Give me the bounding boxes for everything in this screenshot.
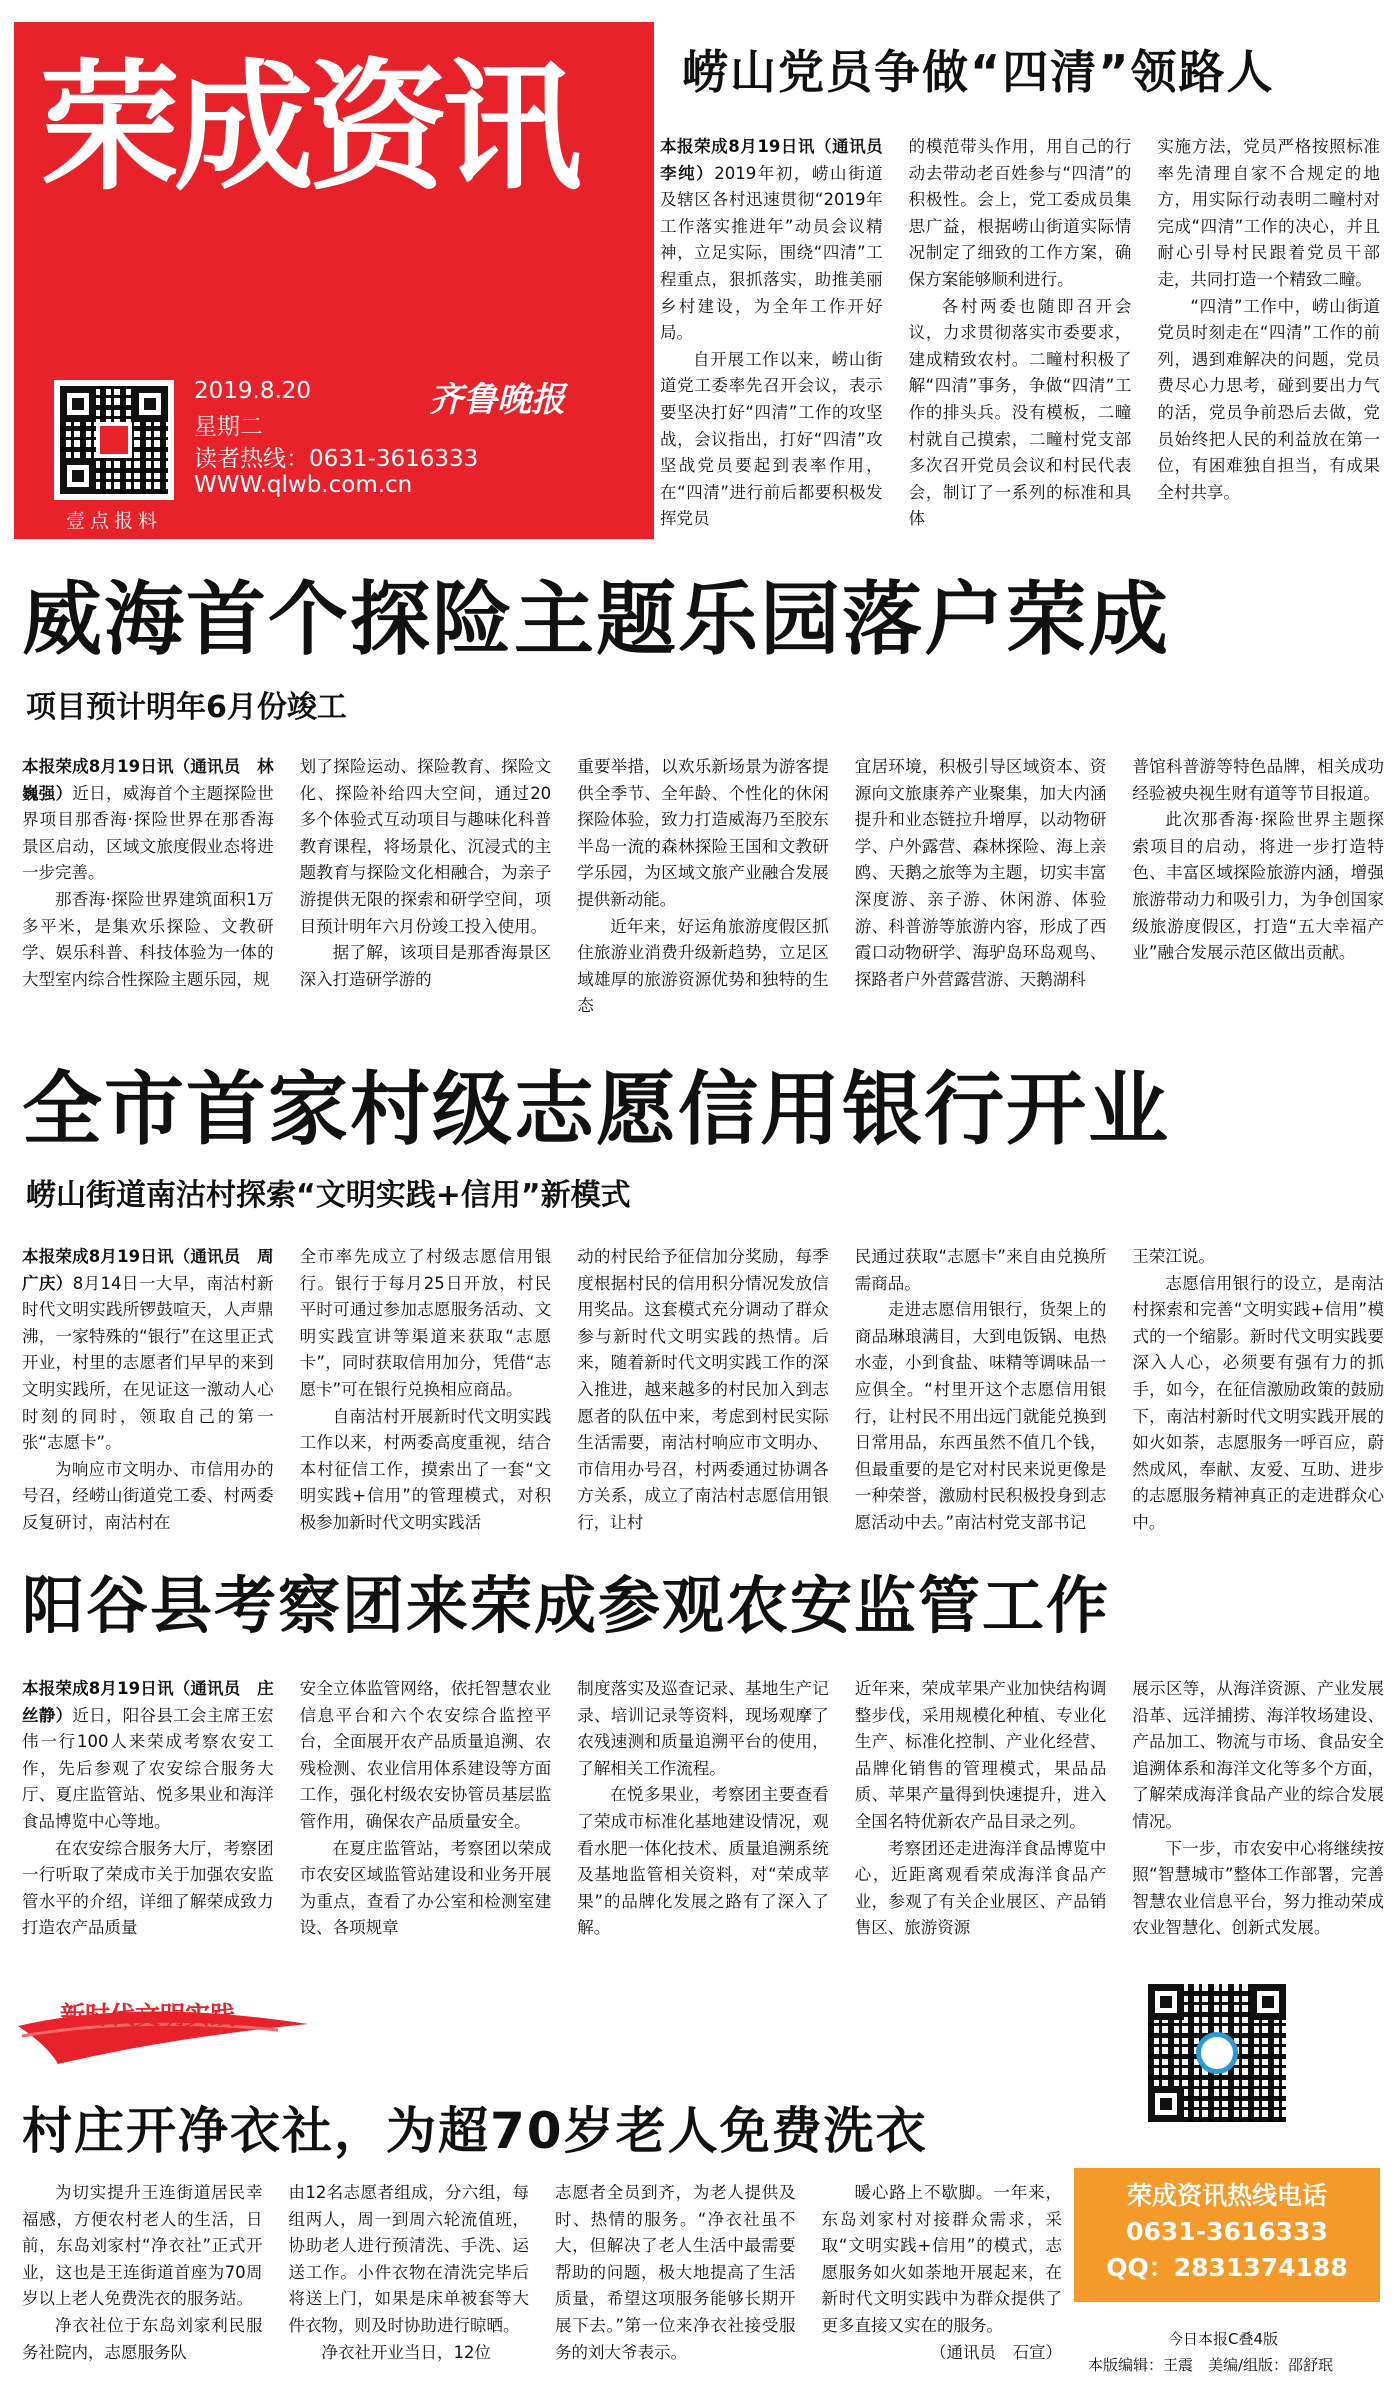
reader-hotline: 读者热线：0631-3616333 (194, 446, 479, 472)
hotline-phone: 0631-3616333 (1126, 2217, 1328, 2246)
article3-subtitle: 崂山街道南沽村探索“文明实践+信用”新模式 (26, 1178, 631, 1213)
article2-col: 重要举措，以欢乐新场景为游客提供全季节、全年龄、个性化的休闲探险体验，致力打造威海乃至胶东半岛一流的森林探险王国和文教研学乐园，为区域文旅产业融合发展提供新动能。 近年来，好运角旅游度假区抓住旅游业消费升级新趋势，立足区域雄厚的旅游资源优势和独特的生态 (577, 757, 829, 1016)
article1-col: 的模范带头作用，用自己的行动去带动老百姓参与“四清”的积极性。会上，党工委成员集思广益，根据崂山街道实际情况制定了细致的工作方案，确保方案能够顺利进行。 各村两委也随即召开会议，力求贯彻落实市委要求，建成精致农村。二疃村积极了解“四清”事务，争做“四清”工作的排头兵。没有模板，二疃村就自己摸索，二疃村党支部多次召开党员会议和村民代表会，制订了一系列的标准和具体 (908, 137, 1132, 529)
article5-col: 志愿者全员到齐，为老人提供及时、热情的服务。“净衣社虽不大，但解决了老人生活中最需要帮助的问题，极大地提高了生活质量，希望这项服务能够长期开展下去。”第一位来净衣社接受服务的刘大爷表示。 (555, 2183, 796, 2362)
article3-col: 民通过获取“志愿卡”来自由兑换所需商品。 走进志愿信用银行，货架上的商品琳琅满目，大到电饭锅、电热水壶，小到食盐、味精等调味品一应俱全。“村里开这个志愿信用银行，让村民不用出远门就能兑换到日常用品，东西虽然不值几个钱，但最重要的是它对村民来说更像是一种荣誉，激励村民积极投身到志愿活动中去。”南沽村党支部书记 (854, 1247, 1107, 1532)
qr-caption: 壹点报料 (65, 510, 162, 532)
article3-title: 全市首家村级志愿信用银行开业 (22, 1063, 1170, 1156)
article1-col: 实施方法，党员严格按照标准率先清理自家不合规定的地方，用实际行动表明二疃村对完成“四清”工作的决心，并且耐心引导村民跟着党员干部走，共同打造一个精致二疃。 “四清”工作中，崂山街道党员时刻走在“四清”工作的前列，遇到难解决的问题，党员费尽心力思考，碰到要出力气的活，党员争前恐后去做，党员始终把人民的利益放在第一位，有困难独自担当，有成果全村共享。 (1157, 137, 1381, 502)
article2-col: 宜居环境，积极引导区域资本、资源向文旅康养产业聚集，加大内涵提升和业态链拉升增厚，以动物研学、户外露营、森林探险、海上亲鸥、天鹅之旅等为主题，切实丰富深度游、亲子游、休闲游、体验游、科普游等旅游内容，形成了西霞口动物研学、海驴岛环岛观鸟、探路者户外营露营游、天鹅湖科 (854, 757, 1107, 989)
article1-col: 本报荣成8月19日讯（通讯员 李纯）2019年初，崂山街道及辖区各村迅速贯彻“2019年工作落实推进年”动员会议精神，立足实际，围绕“四清”工程重点，狠抓落实，助推美丽乡村建设，为全年工作开好局。 自开展工作以来，崂山街道党工委率先召开会议，表示要坚决打好“四清”工作的攻坚战，会议指出，打好“四清”攻坚战党员要起到表率作用，在“四清”进行前后都要积极发挥党员 (660, 137, 900, 529)
article5-col4-text: 暖心路上不歇脚。一年来，东岛刘家村对接群众需求，采取“文明实践+信用”的模式，志愿服务如火如荼地开展起来，在新时代文明实践中为群众提供了更多直接又实在的服务。 (821, 2183, 1062, 2335)
footer-qr-code[interactable] (1142, 1978, 1292, 2128)
masthead-logo (40, 44, 630, 214)
article4-col: 安全立体监管网络，依托智慧农业信息平台和六个农安综合监控平台，全面展开农产品质量追溯、农残检测、农业信用体系建设等方面工作，强化村级农安协管员基层监管作用，确保农产品质量安全。 在夏庄监管站，考察团以荣成市农安区域监管站建设和业务开展为重点，查看了办公室和检测室建设、各项规章 (299, 1679, 552, 1938)
article2-subtitle: 项目预计明年6月份竣工 (26, 690, 347, 725)
issue-date: 2019.8.20 (194, 378, 312, 404)
article4-body (22, 1676, 1384, 1966)
article3-col: 王荣江说。 志愿信用银行的设立，是南沽村探索和完善“文明实践+信用”模式的一个缩影。新时代文明实践要深入人心，必须要有强有力的抓手，如今，在征信激励政策的鼓励下，南沽村新时代文明实践开展的如火如荼，志愿服务一呼百应，蔚然成风，奉献、友爱、互助、进步的志愿服务精神真正的走进群众心中。 (1132, 1247, 1384, 1532)
article5-title: 村庄开净衣社，为超70岁老人免费洗衣 (22, 2102, 928, 2160)
article2-col: 本报荣成8月19日讯（通讯员 林巍强）近日，威海首个主题探险世界项目那香海·探险世界在那香海景区启动，区域文旅度假业态将进一步完善。 那香海·探险世界建筑面积1万多平米，是集欢乐探险、文教研学、娱乐科普、科技体验为一体的大型室内综合性探险主题乐园，规 (22, 757, 274, 989)
editors-credit: 本版编辑：王震 美编/组版：邵舒珉 (1088, 2356, 1334, 2374)
article2-title: 威海首个探险主题乐园落户荣成 (22, 573, 1170, 666)
masthead-logo-text: 荣成资讯 (40, 47, 577, 210)
article2-col: 划了探险运动、探险教育、探险文化、探险补给四大空间，通过20多个体验式互动项目与趣味化科普教育课程，将场景化、沉浸式的主题教育与探险文化相融合，为亲子游提供无限的探索和研学空间，项目预计明年六月份竣工投入使用。 据了解，该项目是那香海景区深入打造研学游的 (299, 757, 552, 989)
article5-body (22, 2180, 1062, 2390)
article1-title: 崂山党员争做“四清”领路人 (682, 45, 1275, 99)
hotline-qq: QQ：2831374188 (1106, 2253, 1348, 2282)
article5-byline: （通讯员 石宣） (930, 2342, 1062, 2362)
article4-col: 展示区等，从海洋资源、产业发展沿革、远洋捕捞、海洋牧场建设、产品加工、物流与市场、食品安全追溯体系和海洋文化等多个方面，了解荣成海洋食品产业的综合发展情况。 下一步，市农安中心将继续按照“智慧城市”整体工作部署，完善智慧农业信息平台，努力推动荣成农业智慧化、创新式发展。 (1132, 1679, 1384, 1938)
masthead-panel (14, 22, 654, 539)
article5-col: 为切实提升王连街道居民幸福感，方便农村老人的生活，日前，东岛刘家村“净衣社”正式开业，这也是王连街道首座为70周岁以上老人免费洗衣的服务站。 净衣社位于东岛刘家利民服务社院内，志愿服务队 (22, 2183, 263, 2362)
newspaper-name: 齐鲁晚报 (429, 380, 565, 420)
article5-col (822, 2180, 1063, 2390)
hotline-title: 荣成资讯热线电话 (1126, 2181, 1327, 2210)
article3-col: 全市率先成立了村级志愿信用银行。银行于每月25日开放，村民平时可通过参加志愿服务活动、文明实践宣讲等渠道来获取“志愿卡”，同时获取信用加分，凭借“志愿卡”可在银行兑换相应商品。 自南沽村开展新时代文明实践工作以来，村两委高度重视，结合本村征信工作，摸索出了一套“文明实践+信用”的管理模式，对积极参加新时代文明实践活 (299, 1247, 552, 1532)
article4-title: 阳谷县考察团来荣成参观农安监管工作 (22, 1569, 1111, 1642)
article4-col: 本报荣成8月19日讯（通讯员 庄丝静）近日，阳谷县工会主席王宏伟一行100人来荣成考察农安工作，先后参观了农安综合服务大厅、夏庄监管站、悦多果业和海洋食品博览中心等地。 在农安综合服务大厅，考察团一行听取了荣成市关于加强农安监管水平的介绍，详细了解荣成致力打造农产品质量 (22, 1679, 274, 1938)
today-note: 今日本报C叠4版 (1168, 2330, 1279, 2348)
hotline-box (1074, 2168, 1380, 2302)
article1-body (660, 134, 1380, 532)
article4-col: 近年来，荣成苹果产业加快结构调整步伐，采用规模化种植、专业化生产、标准化控制、产业化经营、品牌化销售的管理模式，果品品质、苹果产量得到快速提升，进入全国名特优新农产品目录之列。 考察团还走进海洋食品博览中心，近距离观看荣成海洋食品产业，参观了有关企业展区、产品销售区、旅游资源 (854, 1679, 1107, 1938)
masthead-qr-code[interactable] (54, 380, 174, 500)
article2-body (22, 754, 1384, 1042)
article5-col: 由12名志愿者组成，分六组，每组两人，周一到周六轮流值班，协助老人进行预清洗、手洗、运送工作。小件衣物在清洗完毕后将送上门，如果是床单被套等大件衣物，则及时协助进行晾晒。 净衣社开业当日，12位 (288, 2183, 529, 2362)
article4-col: 制度落实及巡查记录、基地生产记录、培训记录等资料，现场观摩了农残速测和质量追溯平台的使用，了解相关工作流程。 在悦多果业，考察团主要查看了荣成市标准化基地建设情况，观看水肥一体化技术、质量追溯系统及基地监管相关资料，对“荣成苹果”的品牌化发展之路有了深入了解。 (577, 1679, 829, 1938)
article3-body (22, 1244, 1384, 1550)
website-link[interactable]: WWW.qlwb.com.cn (194, 472, 413, 498)
section-label: 新时代文明实践 (60, 2001, 236, 2030)
article2-col: 普馆科普游等特色品牌，相关成功经验被央视生财有道等节目报道。 此次那香海·探险世界主题探索项目的启动，将进一步打造特色、丰富区域探险旅游内涵，增强旅游带动力和吸引力，为争创国家级旅游度假区，打造“五大幸福产业”融合发展示范区做出贡献。 (1132, 757, 1384, 963)
article3-col: 本报荣成8月19日讯（通讯员 周广庆）8月14日一大早，南沽村新时代文明实践所锣鼓喧天，人声鼎沸，一家特殊的“银行”在这里正式开业，村里的志愿者们早早的来到文明实践所，在见证这一激动人心时刻的同时，领取自己的第一张“志愿卡”。 为响应市文明办、市信用办的号召，经崂山街道党工委、村两委反复研讨，南沽村在 (22, 1247, 274, 1532)
issue-weekday: 星期二 (194, 414, 263, 440)
article3-col: 动的村民给予征信加分奖励，每季度根据村民的信用积分情况发放信用奖品。这套模式充分调动了群众参与新时代文明实践的热情。后来，随着新时代文明实践工作的深入推进，越来越多的村民加入到志愿者的队伍中来，考虑到村民实际生活需要，南沽村响应市文明办、市信用办号召，村两委通过协调各方关系，成立了南沽村志愿信用银行，让村 (577, 1247, 829, 1532)
